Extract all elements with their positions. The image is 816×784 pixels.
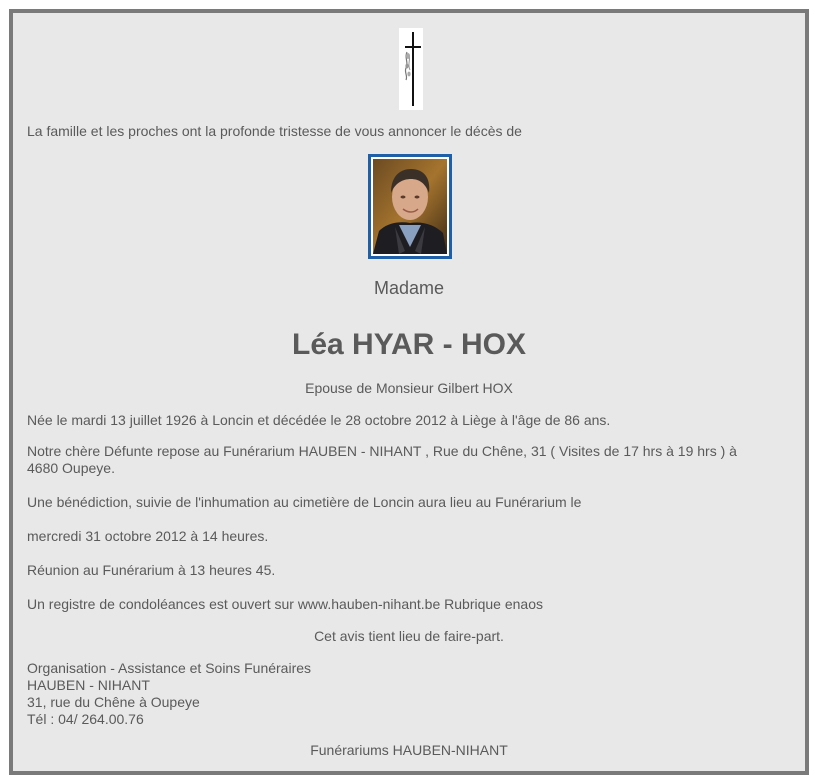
benediction-text: Une bénédiction, suivie de l'inhumation au cimetière de Loncin aura lieu au Funérarium le (27, 494, 582, 510)
condolence-registry-text: Un registre de condoléances est ouvert sur www.hauben-nihant.be Rubrique enaos (27, 596, 543, 612)
cross-icon (399, 28, 423, 110)
organisation-name: HAUBEN - NIHANT (27, 677, 150, 693)
deceased-name: Léa HYAR - HOX (292, 328, 526, 361)
organisation-address: 31, rue du Chêne à Oupeye (27, 694, 200, 710)
footer-text: Funérariums HAUBEN-NIHANT (310, 742, 508, 758)
repose-text-line1: Notre chère Défunte repose au Funérarium HAUBEN - NIHANT , Rue du Chêne, 31 ( Visites de 17 hrs à 19 hrs ) à (27, 443, 737, 459)
ceremony-date-text: mercredi 31 octobre 2012 à 14 heures. (27, 528, 269, 544)
portrait-photo (368, 154, 452, 259)
birth-death-text: Née le mardi 13 juillet 1926 à Loncin et décédée le 28 octobre 2012 à Liège à l'âge de 86 ans. (27, 412, 611, 428)
obituary-card (9, 9, 809, 775)
notice-text: Cet avis tient lieu de faire-part. (314, 628, 504, 644)
reunion-text: Réunion au Funérarium à 13 heures 45. (27, 562, 276, 578)
organisation-phone: Tél : 04/ 264.00.76 (27, 711, 144, 727)
repose-text-line2: 4680 Oupeye. (27, 460, 115, 476)
organisation-line: Organisation - Assistance et Soins Funéraires (27, 660, 312, 676)
honorific: Madame (373, 278, 445, 298)
spouse-line: Epouse de Monsieur Gilbert HOX (305, 380, 513, 396)
intro-text: La famille et les proches ont la profonde tristesse de vous annoncer le décès de (27, 123, 522, 139)
